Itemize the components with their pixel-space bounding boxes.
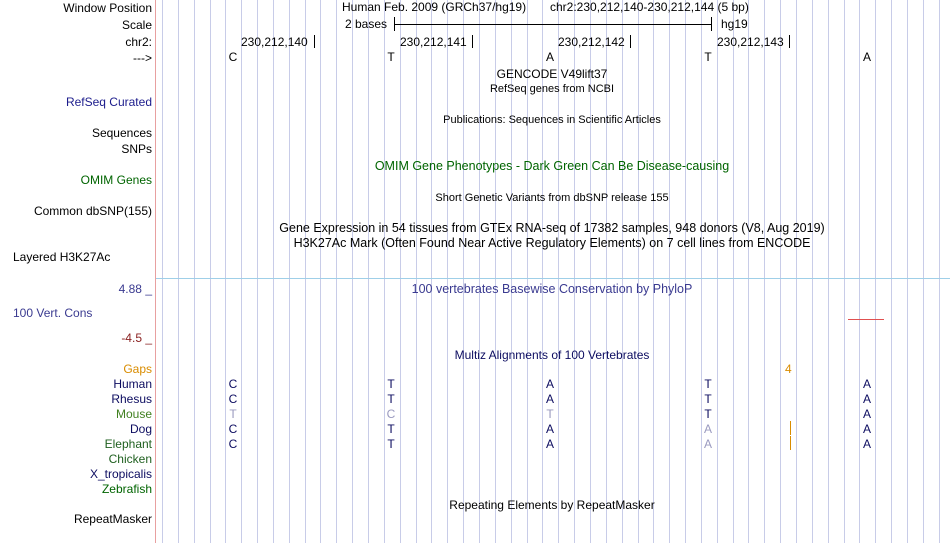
gridline [875,0,876,543]
publications-track-title[interactable]: Publications: Sequences in Scientific Articles [443,114,661,126]
ruler-label: 230,212,140 [241,35,308,49]
alignment-base-mouse: A [862,407,872,421]
gridline [447,0,448,543]
ruler-tick [314,35,315,48]
track-group-separator [156,278,950,279]
ruler-label: 230,212,142 [558,35,625,49]
label-omim-genes[interactable]: OMIM Genes [80,173,152,187]
gridline [685,0,686,543]
label-dog[interactable]: Dog [129,422,152,436]
gaps-count: 4 [785,362,792,376]
gridline [764,0,765,543]
scale-db-label: hg19 [721,17,748,31]
track-label-column [0,0,156,543]
gridline [463,0,464,543]
gridline [320,0,321,543]
base-letter: T [704,50,712,64]
gridline [780,0,781,543]
scale-label: 2 bases [345,17,388,31]
gridline [939,0,940,543]
gridline [431,0,432,543]
label-human[interactable]: Human [113,377,152,391]
gridline [844,0,845,543]
alignment-base-mouse: T [229,407,237,421]
gridline [733,0,734,543]
base-letter: C [228,50,238,64]
gridline [336,0,337,543]
gridline [828,0,829,543]
label-window-position: Window Position [63,1,152,15]
alignment-base-dog: C [228,422,238,436]
ruler-tick [789,35,790,48]
alignment-base-human: T [387,377,395,391]
gridline [400,0,401,543]
gridline [907,0,908,543]
alignment-base-rhesus: A [862,392,872,406]
base-letter: T [387,50,395,64]
gridline [352,0,353,543]
alignment-base-dog: A [703,422,713,436]
gridline [701,0,702,543]
gridline [638,0,639,543]
label-zebrafish[interactable]: Zebrafish [101,482,152,496]
gridline [194,0,195,543]
gridline [923,0,924,543]
gridline [305,0,306,543]
phylop-track-title[interactable]: 100 vertebrates Basewise Conservation by PhyloP [411,282,693,296]
dbsnp-track-title[interactable]: Short Genetic Variants from dbSNP release 155 [435,192,669,204]
assembly-title: Human Feb. 2009 (GRCh37/hg19) [342,0,527,14]
refseq-track-title[interactable]: RefSeq genes from NCBI [489,83,615,95]
scale-bar [394,17,712,31]
gridline [479,0,480,543]
omim-track-title[interactable]: OMIM Gene Phenotypes - Dark Green Can Be Disease-causing [374,159,730,173]
label-scale: Scale [121,18,152,32]
ruler-tick [472,35,473,48]
gridline [812,0,813,543]
alignment-base-elephant: C [228,437,238,451]
alignment-base-human: T [704,377,712,391]
label-chrom: chr2: [125,35,152,49]
alignment-base-rhesus: T [387,392,395,406]
label-chicken[interactable]: Chicken [108,452,152,466]
alignment-base-elephant: A [545,437,555,451]
ruler-tick [630,35,631,48]
alignment-base-human: A [862,377,872,391]
repeatmasker-track-title[interactable]: Repeating Elements by RepeatMasker [449,498,655,512]
gridline [796,0,797,543]
label-rhesus[interactable]: Rhesus [111,392,152,406]
gridline [748,0,749,543]
alignment-base-mouse: T [546,407,554,421]
gap-marker [790,421,791,435]
gridline [891,0,892,543]
alignment-base-mouse: T [704,407,712,421]
alignment-base-rhesus: C [228,392,238,406]
gridline [241,0,242,543]
multiz-track-title[interactable]: Multiz Alignments of 100 Vertebrates [454,348,650,362]
label-layered-h3k27ac[interactable]: Layered H3K27Ac [13,250,111,264]
alignment-base-elephant: T [387,437,395,451]
alignment-base-dog: A [545,422,555,436]
alignment-base-rhesus: T [704,392,712,406]
alignment-base-elephant: A [703,437,713,451]
gridline [669,0,670,543]
gridline [384,0,385,543]
h3k27ac-track-title[interactable]: H3K27Ac Mark (Often Found Near Active Regulatory Elements) on 7 cell lines from ENCODE [293,236,811,250]
position-title: chr2:230,212,140-230,212,144 (5 bp) [550,0,749,14]
label-gaps[interactable]: Gaps [123,362,152,376]
gridline [178,0,179,543]
gridline [653,0,654,543]
label-mouse[interactable]: Mouse [115,407,152,421]
gridline [416,0,417,543]
alignment-base-rhesus: A [545,392,555,406]
gridline [225,0,226,543]
label-repeatmasker[interactable]: RepeatMasker [73,512,152,526]
alignment-base-human: A [545,377,555,391]
label-strand: ---> [133,51,152,65]
gap-marker [790,436,791,450]
label-x-tropicalis[interactable]: X_tropicalis [89,467,152,481]
gridline [717,0,718,543]
gridline [859,0,860,543]
gencode-track-title[interactable]: GENCODE V49lift37 [496,67,608,81]
label-common-dbsnp[interactable]: Common dbSNP(155) [33,204,152,218]
alignment-base-human: C [228,377,238,391]
label-phylop-min: -4.5 _ [121,331,152,345]
gridline [257,0,258,543]
gridline [622,0,623,543]
label-snps[interactable]: SNPs [121,142,152,156]
gridline [210,0,211,543]
alignment-base-dog: A [862,422,872,436]
base-letter: A [862,50,872,64]
label-phylop-max: 4.88 _ [118,282,152,296]
base-letter: A [545,50,555,64]
gridline [273,0,274,543]
alignment-base-dog: T [387,422,395,436]
gridline [162,0,163,543]
gridline [289,0,290,543]
ruler-label: 230,212,141 [400,35,467,49]
label-sequences[interactable]: Sequences [91,126,152,140]
alignment-base-elephant: A [862,437,872,451]
gtex-track-title[interactable]: Gene Expression in 54 tissues from GTEx RNA-seq of 17382 samples, 948 donors (V8, Aug 2019) [279,221,825,235]
ruler-label: 230,212,143 [717,35,784,49]
label-refseq-curated[interactable]: RefSeq Curated [65,95,152,109]
phylop-conservation-bar [848,319,884,320]
alignment-base-mouse: C [386,407,396,421]
label-100-vert-cons[interactable]: 100 Vert. Cons [13,306,93,320]
label-elephant[interactable]: Elephant [104,437,152,451]
track-image[interactable] [156,0,950,543]
gridline [368,0,369,543]
